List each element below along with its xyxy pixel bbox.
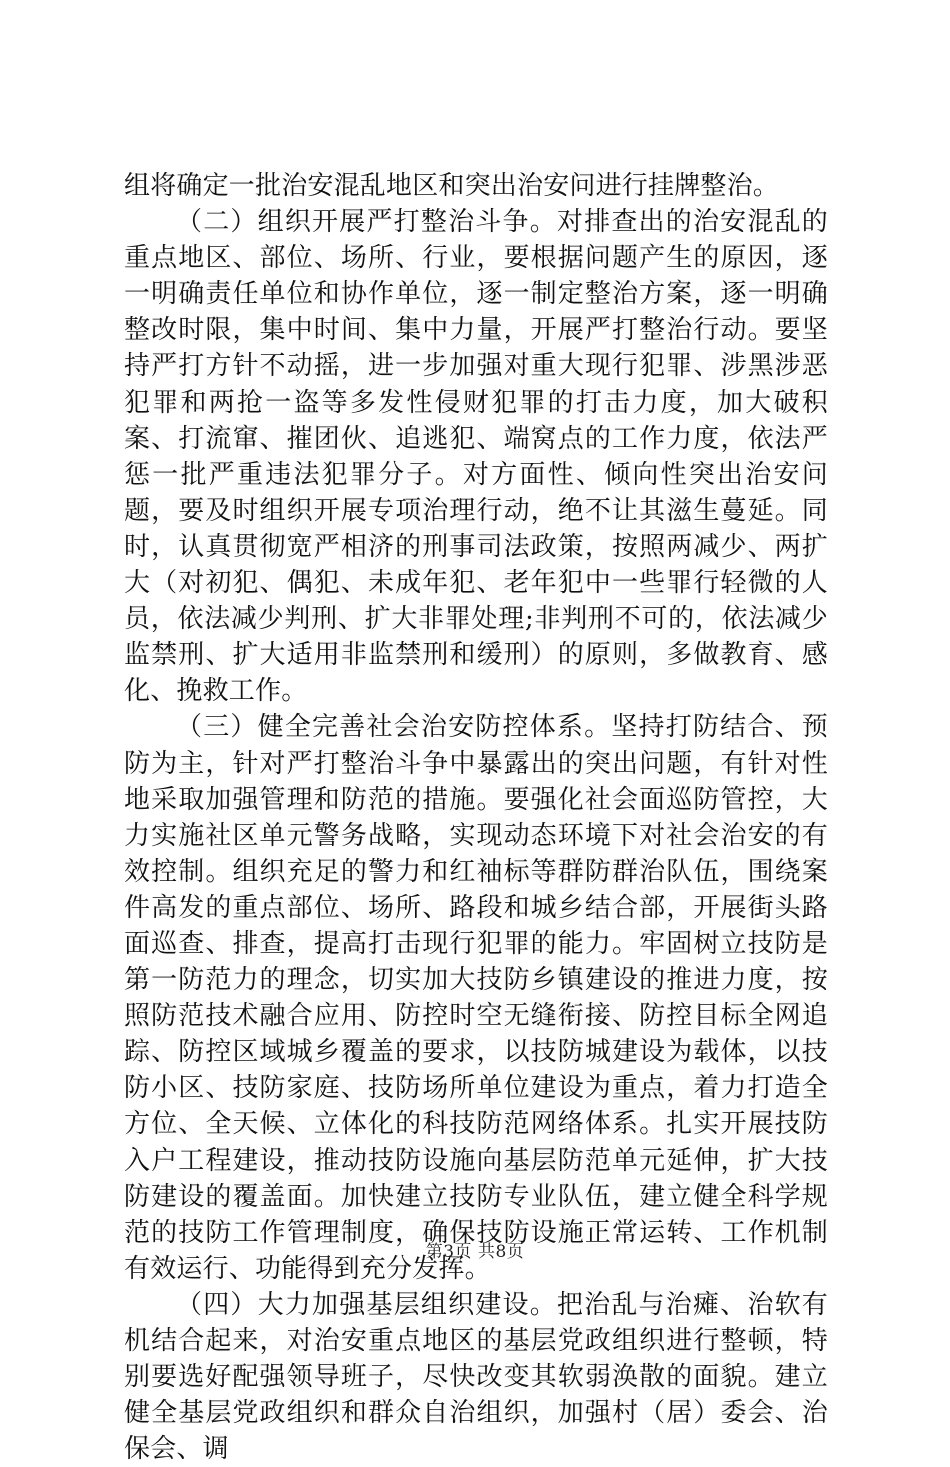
paragraph-continuation: 组将确定一批治安混乱地区和突出治安问进行挂牌整治。 (124, 171, 780, 201)
paragraph-section-3: （三）健全完善社会治安防控体系。坚持打防结合、预防为主，针对严打整治斗争中暴露出的突出问题，有针对性地采取加强管理和防范的措施。要强化社会面巡防管控，大力实施社区单元警务战略，实现动态环境下对社会治安的有效控制。组织充足的警力和红袖标等群防群治队伍，围绕案件高发的重点部位、场所、路段和城乡结合部，开展街头路面巡查、排查，提高打击现行犯罪的能力。牢固树立技防是第一防范力的理念，切实加大技防乡镇建设的推进力度，按照防范技术融合应用、防控时空无缝衔接、防控目标全网追踪、防控区域城乡覆盖的要求，以技防城建设为载体，以技防小区、技防家庭、技防场所单位建设为重点，着力打造全方位、全天候、立体化的科技防范网络体系。扎实开展技防入户工程建设，推动技防设施向基层防范单元延伸，扩大技防建设的覆盖面。加快建立技防专业队伍，建立健全科学规范的技防工作管理制度，确保技防设施正常运转、工作机制有效运行、功能得到充分发挥。 (124, 712, 828, 1284)
paragraph-section-4: （四）大力加强基层组织建设。把治乱与治瘫、治软有机结合起来，对治安重点地区的基层党政组织进行整顿，特别要选好配强领导班子，尽快改变其软弱涣散的面貌。建立健全基层党政组织和群众自治组织，加强村（居）委会、治保会、调 (124, 1289, 828, 1465)
paragraph-section-2: （二）组织开展严打整治斗争。对排查出的治安混乱的重点地区、部位、场所、行业，要根据问题产生的原因，逐一明确责任单位和协作单位，逐一制定整治方案，逐一明确整改时限，集中时间、集中力量，开展严打整治行动。要坚持严打方针不动摇，进一步加强对重大现行犯罪、涉黑涉恶犯罪和两抢一盗等多发性侵财犯罪的打击力度，加大破积案、打流窜、摧团伙、追逃犯、端窝点的工作力度，依法严惩一批严重违法犯罪分子。对方面性、倾向性突出治安问题，要及时组织开展专项治理行动，绝不让其滋生蔓延。同时，认真贯彻宽严相济的刑事司法政策，按照两减少、两扩大（对初犯、偶犯、未成年犯、老年犯中一些罪行轻微的人员，依法减少判刑、扩大非罪处理;非判刑不可的，依法减少监禁刑、扩大适用非监禁刑和缓刑）的原则，多做教育、感化、挽救工作。 (124, 207, 828, 707)
document-body (124, 168, 828, 1467)
page-footer: 第3页 共8页 (425, 1242, 525, 1262)
